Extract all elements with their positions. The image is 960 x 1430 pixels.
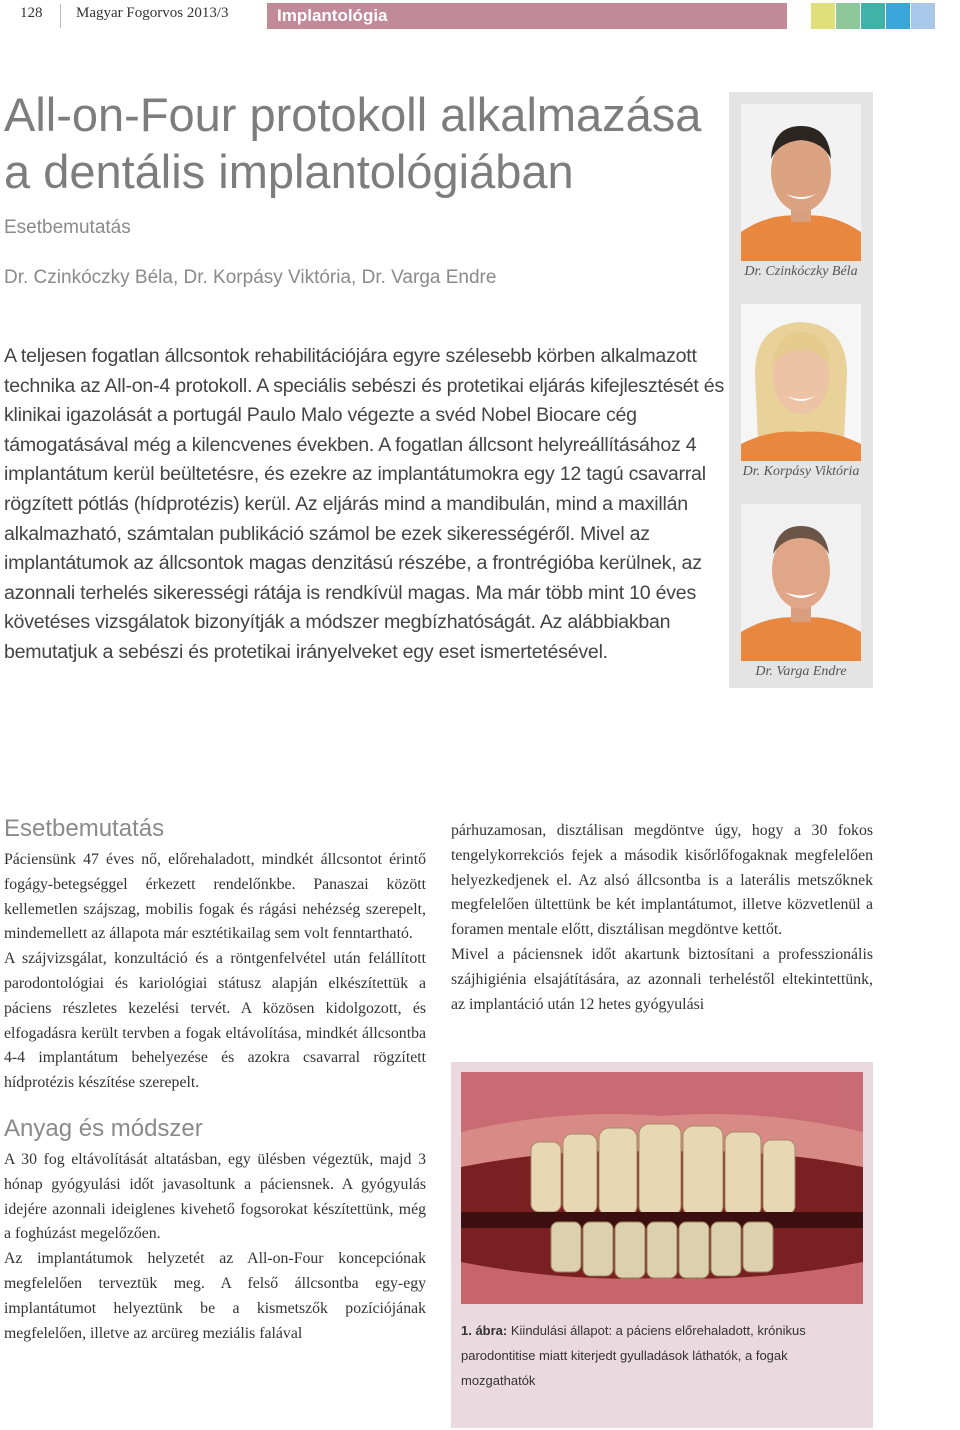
color-swatch-3 <box>861 3 885 29</box>
author-photo-2 <box>741 304 861 461</box>
paragraph: A szájvizsgálat, konzultáció és a röntgenfelvétel után felállított parodontológiai és kariológiai státusz alapján elkészítettük a páciens részletes kezelési tervét. A közösen kidolgozott, és elfogadásra került tervben a fogak eltávolítása, mindkét állcsontba 4-4 implantátum behelyezése és azokra csavarral rögzített hídprotézis készítése szerepelt. <box>4 950 426 1092</box>
color-swatch-5 <box>911 3 935 29</box>
paragraph: Mivel a páciensnek időt akartunk biztosítani a professzionális szájhigiénia elsajátítására, az azonnali terheléstől eltekintettünk, az implantáció után 12 hetes gyógyulási <box>451 945 873 1013</box>
author-photo-panel <box>729 92 873 688</box>
color-swatch-2 <box>836 3 860 29</box>
figure-caption-text: Kiindulási állapot: a páciens előrehaladott, krónikus parodontitise miatt kiterjedt gyulladások láthatók, a fogak mozgathatók <box>461 1323 806 1388</box>
article-title <box>4 86 724 200</box>
figure-1-caption <box>461 1318 865 1393</box>
author-caption-1: Dr. Czinkóczky Béla <box>744 264 858 279</box>
author-photo-1 <box>741 104 861 261</box>
section-label: Implantológia <box>277 6 388 25</box>
header-divider <box>60 4 61 28</box>
figure-label: 1. ábra: <box>461 1323 508 1338</box>
title-line-2: a dentális implantológiában <box>4 145 574 198</box>
paragraph: Páciensünk 47 éves nő, előrehaladott, mindkét állcsontot érintő fogágy-betegséggel érkezett rendelőnkbe. Panaszai között kellemetlen szájszag, mobilis fogak és rágási nehézség szerepelt, mindemellett az állapota már esztétikailag sem volt fenntartható. <box>4 851 426 943</box>
paragraph: Az implantátumok helyzetét az All-on-Four koncepciónak megfelelően terveztük meg. A felső állcsontba egy-egy implantátumot helyeztünk be a kismetszők pozíciójának megfelelően, illetve az arcüreg meziális falával <box>4 1250 426 1342</box>
article-subtitle: Esetbemutatás <box>4 217 131 238</box>
journal-name: Magyar Fogorvos 2013/3 <box>76 5 229 21</box>
color-swatch-1 <box>811 3 835 29</box>
color-swatch-4 <box>886 3 910 29</box>
section-heading-methods: Anyag és módszer <box>4 1114 203 1142</box>
paragraph: párhuzamosan, disztálisan megdöntve úgy, hogy a 30 fokos tengelykorrekciós fejek a második kisőrlőfogaknak megfelelően helyezkedjenek el. Az alsó állcsontba is a laterális metszőknek megfelelően ültettünk be két implantátumot, illetve közvetlenül a foramen mentale előtt, disztálisan megdöntve kettőt. <box>451 822 873 939</box>
author-caption-3: Dr. Varga Endre <box>755 664 847 679</box>
body-column-left <box>4 814 426 1346</box>
section-heading-case: Esetbemutatás <box>4 815 165 842</box>
figure-1-image <box>461 1072 863 1304</box>
paragraph: A 30 fog eltávolítását altatásban, egy ülésben végeztük, majd 3 hónap gyógyulási időt javasoltunk a páciensnek. A gyógyulás idejére azonnali ideiglenes kivehető fogsorokat készítettünk, még a foghúzást megelőzően. <box>4 1150 426 1243</box>
title-line-1: All-on-Four protokoll alkalmazása <box>4 88 702 141</box>
author-caption-2: Dr. Korpásy Viktória <box>742 464 860 479</box>
body-column-right <box>451 819 873 1017</box>
article-authors: Dr. Czinkóczky Béla, Dr. Korpásy Viktória, Dr. Varga Endre <box>4 267 497 288</box>
article-abstract: A teljesen fogatlan állcsontok rehabilitációjára egyre szélesebb körben alkalmazott technika az All-on-4 protokoll. A speciális sebészi és protetikai eljárás kifejlesztését és klinikai igazolását a portugál Paulo Malo végezte a svéd Nobel Biocare cég támogatásával még a kilencvenes években. A fogatlan állcsont helyreállításához 4 implantátum kerül beültetésre, és ezekre az implantátumokra egy 12 tagú csavarral rögzített pótlás (hídprotézis) kerül. Az eljárás mind a mandibulán, mind a maxillán alkalmazható, számtalan publikáció számol be ezek sikerességéről. Mivel az implantátumok az állcsontok magas denzitású részébe, a frontrégióba kerülnek, az azonnali terhelés sikerességi rátája is rendkívül magas. Ma már több mint 10 éves követéses vizsgálatok bizonyítják a módszer megbízhatóságát. Az alábbiakban bemutatjuk a sebészi és protetikai irányelveket egy eset ismertetésével. <box>4 345 725 663</box>
section-bar <box>267 3 787 29</box>
author-photo-3 <box>741 504 861 661</box>
page-number: 128 <box>20 5 43 21</box>
